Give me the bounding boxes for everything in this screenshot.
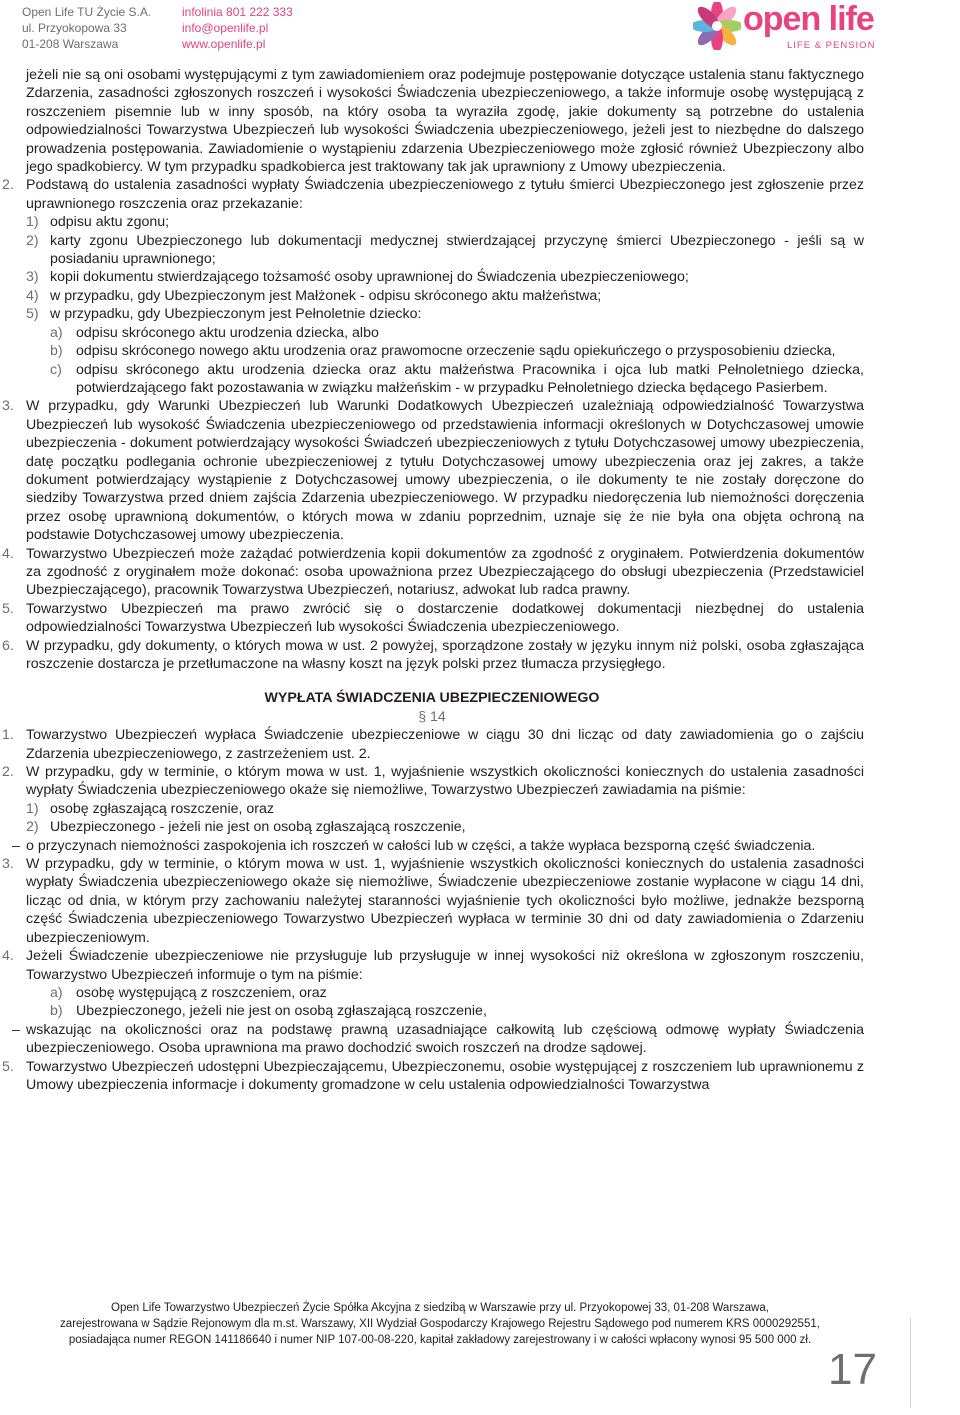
item-text: odpisu skróconego aktu urodzenia dziecka, albo: [76, 324, 379, 341]
flower-logo-icon: [693, 2, 741, 50]
item-number: 5): [26, 306, 39, 323]
section-item-3: [2, 855, 864, 947]
item-letter: a): [50, 324, 63, 341]
hotline: infolinia 801 222 333: [182, 5, 293, 19]
list-item: [26, 232, 864, 269]
footer-line: posiadająca numer REGON 141186640 i numer NIP 107-00-08-220, kapitał zakładowy zarejestrowany i w całości wpłacony wynosi 95 500 000 zł.: [68, 1334, 812, 1346]
item-number: 3.: [2, 856, 14, 873]
logo-tagline: LIFE & PENSION: [787, 40, 876, 51]
list-item: [26, 213, 864, 231]
item-number: 5.: [2, 1058, 14, 1075]
item-letter: b): [50, 1003, 63, 1020]
item-letter: b): [50, 343, 63, 360]
paragraph-3: [2, 397, 864, 544]
item-number: 3.: [2, 398, 14, 415]
footer-divider: [910, 1318, 911, 1408]
item-number: 4.: [2, 545, 14, 562]
sub-list-item: [50, 361, 864, 398]
section-paragraph-sign: § 14: [418, 708, 446, 725]
sub-list-item: [50, 324, 864, 342]
dash-mark: –: [12, 837, 20, 854]
item-number: 6.: [2, 637, 14, 654]
item-text: osobę występującą z roszczeniem, oraz: [76, 984, 327, 1001]
item-text: W przypadku, gdy w terminie, o którym mowa w ust. 1, wyjaśnienie wszystkich okoliczności koniecznych do ustalenia zasadności wypłaty Świadczenia ubezpieczeniowego okaże się niemożliwe, Świadczenie ubezpieczeniowe zostanie wypłacone w ciągu 14 dni, licząc od dnia, w którym przy zachowaniu należytej staranności wyjaśnienie tych okoliczności było możliwe, jednakże bezsporną część Świadczenia ubezpieczeniowego Towarzystwo Ubezpieczeń wypłaca w terminie 30 dni od daty zawiadomienia o Zdarzeniu ubezpieczeniowym.: [26, 856, 864, 946]
item-number: 4.: [2, 948, 14, 965]
item-number: 2.: [2, 764, 14, 781]
footer-line: zarejestrowana w Sądzie Rejonowym dla m.st. Warszawy, XII Wydział Gospodarczy Krajowego Rejestru Sądowego pod numerem KRS 0000292551,: [60, 1318, 820, 1330]
item-text: Podstawą do ustalenia zasadności wypłaty Świadczenia ubezpieczeniowego z tytułu śmierci Ubezpieczonego jest zgłoszenie przez uprawnionego roszczenia oraz przekazanie:: [26, 177, 864, 212]
item-number: 2): [26, 232, 39, 249]
dash-text: wskazując na okoliczności oraz na podstawę prawną uzasadniające całkowitą lub częściową odmowę wypłaty Świadczenia ubezpieczeniowego. Osoba uprawniona ma prawo dochodzić swoich roszczeń na drodze sądowej.: [26, 1021, 864, 1057]
company-street: ul. Przyokopowa 33: [22, 21, 127, 35]
item-text: Towarzystwo Ubezpieczeń ma prawo zwrócić się o dostarczenie dodatkowej dokumentacji niezbędnej do ustalenia odpowiedzialności Towarzystwa Ubezpieczeń lub wysokości Świadczenia ubezpieczeniowego.: [26, 600, 864, 636]
item-text: osobę zgłaszającą roszczenie, oraz: [50, 800, 274, 817]
item-text: Towarzystwo Ubezpieczeń wypłaca Świadczenie ubezpieczeniowe w ciągu 30 dni licząc od daty zawiadomienia go o zajściu Zdarzenia ubezpieczeniowego, z zastrzeżeniem ust. 2.: [26, 727, 864, 762]
item-text: kopii dokumentu stwierdzającego tożsamość osoby uprawnionej do Świadczenia ubezpieczeniowego;: [50, 269, 689, 286]
paragraph-6: [2, 637, 864, 674]
item-text: w przypadku, gdy Ubezpieczonym jest Pełnoletnie dziecko:: [50, 306, 422, 323]
email-link[interactable]: info@openlife.pl: [182, 21, 269, 35]
document-body: [2, 66, 864, 1094]
section-item-5: [2, 1058, 864, 1095]
company-address: [22, 4, 151, 52]
item-letter: c): [50, 361, 62, 378]
company-city: 01-208 Warszawa: [22, 37, 119, 51]
section-item-4: [2, 947, 864, 984]
item-text: odpisu aktu zgonu;: [50, 214, 170, 231]
item-text: W przypadku, gdy Warunki Ubezpieczeń lub Warunki Dodatkowych Ubezpieczeń uzależniają odpowiedzialność Towarzystwa Ubezpieczeń lub wysokość Świadczenia ubezpieczeniowego od przedstawienia informacji określonych w Dotychczasowej umowie ubezpieczenia - dokument potwierdzający wysokości Świadczeń ubezpieczeniowych z tytułu Dotychczasowej umowy ubezpieczenia, datę początku podlegania ochronie ubezpieczeniowej z tytułu Dotychczasowej umowy ubezpieczenia oraz jej zakres, a także dokument potwierdzający wystąpienie z Dotychczasowej umowy ubezpieczenia, o ile dokumenty te nie zostały doręczone do siedziby Towarzystwa przed dniem zajścia Zdarzenia ubezpieczeniowego. W przypadku niedoręczenia lub niemożności doręczenia przez osobę uprawnioną dokumentów, o których mowa w zdaniu poprzednim, uznaje się że nie była ona objęta ochroną na podstawie Dotychczasowej umowy ubezpieczenia.: [26, 398, 864, 544]
page-footer: [0, 1300, 960, 1348]
section-item-1: [2, 726, 864, 763]
item-number: 2.: [2, 177, 14, 194]
dash-clause: [12, 837, 864, 855]
section-item-2: [2, 763, 864, 800]
sub-list-item: [50, 342, 864, 360]
item-number: 4): [26, 287, 39, 304]
list-item: [26, 287, 864, 305]
list-item: [26, 800, 864, 818]
dash-text: o przyczynach niemożności zaspokojenia ich roszczeń w całości lub w części, a także wypłaca bezsporną część świadczenia.: [26, 837, 816, 854]
paragraph-5: [2, 600, 864, 637]
website-link[interactable]: www.openlife.pl: [182, 37, 266, 51]
list-item: [26, 818, 864, 836]
item-text: Jeżeli Świadczenie ubezpieczeniowe nie przysługuje lub przysługuje w innej wysokości niż określona w zgłoszonym roszczeniu, Towarzystwo Ubezpieczeń informuje o tym na piśmie:: [26, 948, 864, 983]
item-text: Towarzystwo Ubezpieczeń udostępni Ubezpieczającemu, Ubezpieczonemu, osobie występującej z roszczeniem lub uprawnionemu z Umowy ubezpieczenia informacje i dokumenty gromadzone w celu ustalenia odpowiedzialności Towarzystwa: [26, 1058, 864, 1093]
paragraph-4: [2, 545, 864, 600]
logo-wordmark: open life: [743, 0, 874, 38]
item-text: Ubezpieczonego - jeżeli nie jest on osobą zgłaszającą roszczenie,: [50, 819, 466, 836]
list-item: [26, 305, 864, 323]
item-text: karty zgonu Ubezpieczonego lub dokumentacji medycznej stwierdzającej przyczynę śmierci Ubezpieczonego - jeśli są w posiadaniu uprawnionego;: [50, 232, 864, 268]
dash-clause: [12, 1021, 864, 1058]
footer-line: Open Life Towarzystwo Ubezpieczeń Życie Spółka Akcyjna z siedzibą w Warszawie przy ul. Przyokopowej 33, 01-208 Warszawa,: [111, 1302, 769, 1314]
item-letter: a): [50, 984, 63, 1001]
item-text: odpisu skróconego nowego aktu urodzenia oraz prawomocne orzeczenie sądu opiekuńczego o przysposobieniu dziecka,: [76, 343, 836, 360]
sub-list-item: [50, 984, 864, 1002]
item-text: W przypadku, gdy dokumenty, o których mowa w ust. 2 powyżej, sporządzone zostały w języku innym niż polski, osoba zgłaszająca roszczenie dostarcza je przetłumaczone na własny koszt na język polski przez tłumacza przysięgłego.: [26, 637, 864, 672]
item-text: Towarzystwo Ubezpieczeń może zażądać potwierdzenia kopii dokumentów za zgodność z oryginałem. Potwierdzenia dokumentów za zgodność z oryginałem może dokonać: osoba upoważniona przez Ubezpieczającego do obsługi ubezpieczenia (Przedstawiciel Ubezpieczającego), pracownik Towarzystwa Ubezpieczeń, notariusz, adwokat lub radca prawny.: [26, 545, 864, 599]
item-text: w przypadku, gdy Ubezpieczonym jest Małżonek - odpisu skróconego aktu małżeństwa;: [50, 287, 602, 304]
section-title: WYPŁATA ŚWIADCZENIA UBEZPIECZENIOWEGO: [264, 690, 600, 707]
paragraph-2: [2, 176, 864, 213]
item-number: 1): [26, 214, 39, 231]
item-number: 1.: [2, 727, 14, 744]
page-number: 17: [828, 1345, 877, 1394]
dash-mark: –: [12, 1021, 20, 1038]
item-text: W przypadku, gdy w terminie, o którym mowa w ust. 1, wyjaśnienie wszystkich okoliczności koniecznych do ustalenia zasadności wypłaty Świadczenia ubezpieczeniowego okaże się niemożliwe, Towarzystwo Ubezpieczeń zawiadamia na piśmie:: [26, 764, 864, 799]
item-number: 5.: [2, 600, 14, 617]
page-header: [0, 0, 960, 60]
company-name: Open Life TU Życie S.A.: [22, 5, 152, 19]
item-number: 1): [26, 800, 39, 817]
company-contact: [182, 4, 293, 52]
openlife-logo: [693, 2, 883, 52]
item-number: 2): [26, 819, 39, 836]
item-text: odpisu skróconego aktu urodzenia dziecka oraz aktu małżeństwa Pracownika i ojca lub matki Pełnoletniego dziecka, potwierdzającego fakt pozostawania w związku małżeńskim - w przypadku Pełnoletniego dziecka będącego Pasierbem.: [76, 361, 864, 396]
item-text: Ubezpieczonego, jeżeli nie jest on osobą zgłaszającą roszczenie,: [76, 1003, 487, 1020]
item-number: 3): [26, 269, 39, 286]
sub-list-item: [50, 1002, 864, 1020]
intro-paragraph: jeżeli nie są oni osobami występującymi z tym zawiadomieniem oraz podejmuje postępowanie dotyczące ustalenia stanu faktycznego Zdarzenia, zasadności zgłoszonych roszczeń i wysokości Świadczenia ubezpieczeniowego, a także informuje osobę występującą z roszczeniem pisemnie lub w inny sposób, na który osoba ta wyraziła zgodę, jakie dokumenty są potrzebne do ustalenia odpowiedzialności Towarzystwa Ubezpieczeń lub wysokości Świadczenia ubezpieczeniowego, jeżeli jest to niezbędne do dalszego prowadzenia postępowania. Zawiadomienie o wystąpieniu zdarzenia Ubezpieczeniowego może zgłosić również Ubezpieczony albo jego spadkobiercy. W tym przypadku spadkobierca jest traktowany tak jak uprawniony z Umowy ubezpieczenia.: [26, 67, 864, 176]
list-item: [26, 268, 864, 286]
